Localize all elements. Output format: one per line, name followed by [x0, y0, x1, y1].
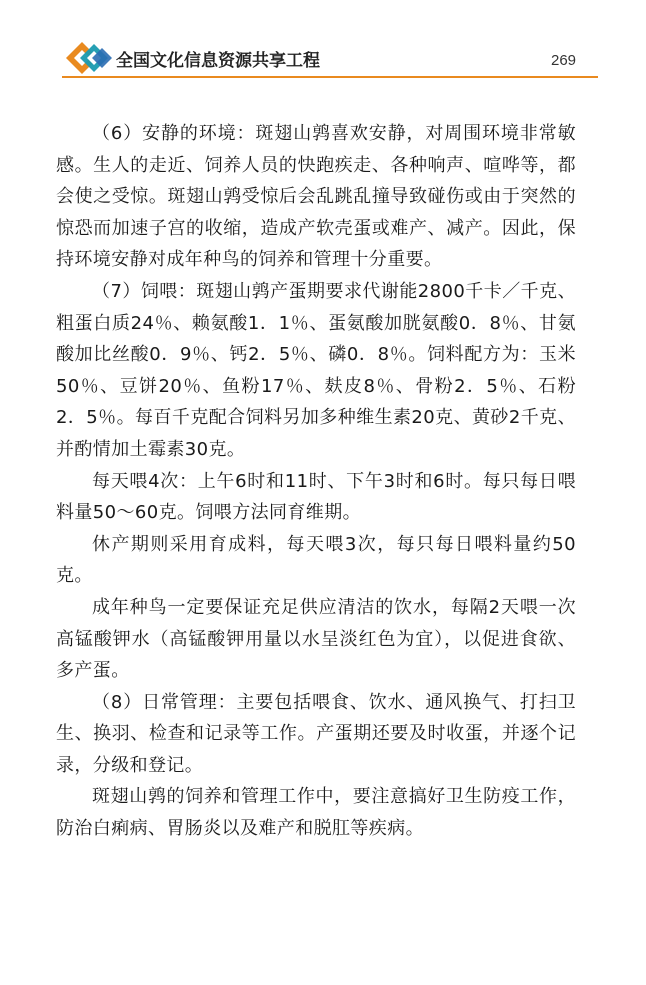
paragraph: 每天喂4次：上午6时和11时、下午3时和6时。每只每日喂料量50～60克。饲喂方法同育维期。: [56, 470, 576, 524]
header-divider: [62, 76, 598, 78]
paragraph: （6）安静的环境：斑翅山鹑喜欢安静，对周围环境非常敏感。生人的走近、饲养人员的快跑疾走、各种响声、喧哗等，都会使之受惊。斑翅山鹑受惊后会乱跳乱撞导致碰伤或由于突然的惊恐而加速子宫的收缩，造成产软壳蛋或难产、减产。因此，保持环境安静对成年种鸟的饲养和管理十分重要。: [56, 123, 576, 271]
page-number: 269: [551, 52, 577, 69]
header-title: 全国文化信息资源共享工程: [116, 51, 320, 71]
paragraph: 休产期则采用育成料，每天喂3次，每只每日喂料量约50克。: [56, 533, 576, 587]
logo-icon: [62, 38, 118, 78]
paragraph: （8）日常管理：主要包括喂食、饮水、通风换气、打扫卫生、换羽、检查和记录等工作。产蛋期还要及时收蛋，并逐个记录，分级和登记。: [56, 691, 576, 776]
page-header: [0, 0, 646, 80]
paragraph: 成年种鸟一定要保证充足供应清洁的饮水，每隔2天喂一次高锰酸钾水（高锰酸钾用量以水呈淡红色为宜），以促进食欲、多产蛋。: [56, 596, 576, 682]
body-text: [56, 118, 576, 845]
paragraph: 斑翅山鹑的饲养和管理工作中，要注意搞好卫生防疫工作，防治白痢病、胃肠炎以及难产和脱肛等疾病。: [56, 786, 576, 840]
paragraph: （7）饲喂：斑翅山鹑产蛋期要求代谢能2800千卡／千克、粗蛋白质24％、赖氨酸1．1％、蛋氨酸加胱氨酸0．8％、甘氨酸加比丝酸0．9％、钙2．5％、磷0．8％。饲料配方为：玉米50％、豆饼20％、鱼粉17％、麸皮8％、骨粉2．5％、石粉2．5％。每百千克配合饲料另加多种维生素20克、黄砂2千克、并酌情加土霉素30克。: [56, 280, 576, 460]
